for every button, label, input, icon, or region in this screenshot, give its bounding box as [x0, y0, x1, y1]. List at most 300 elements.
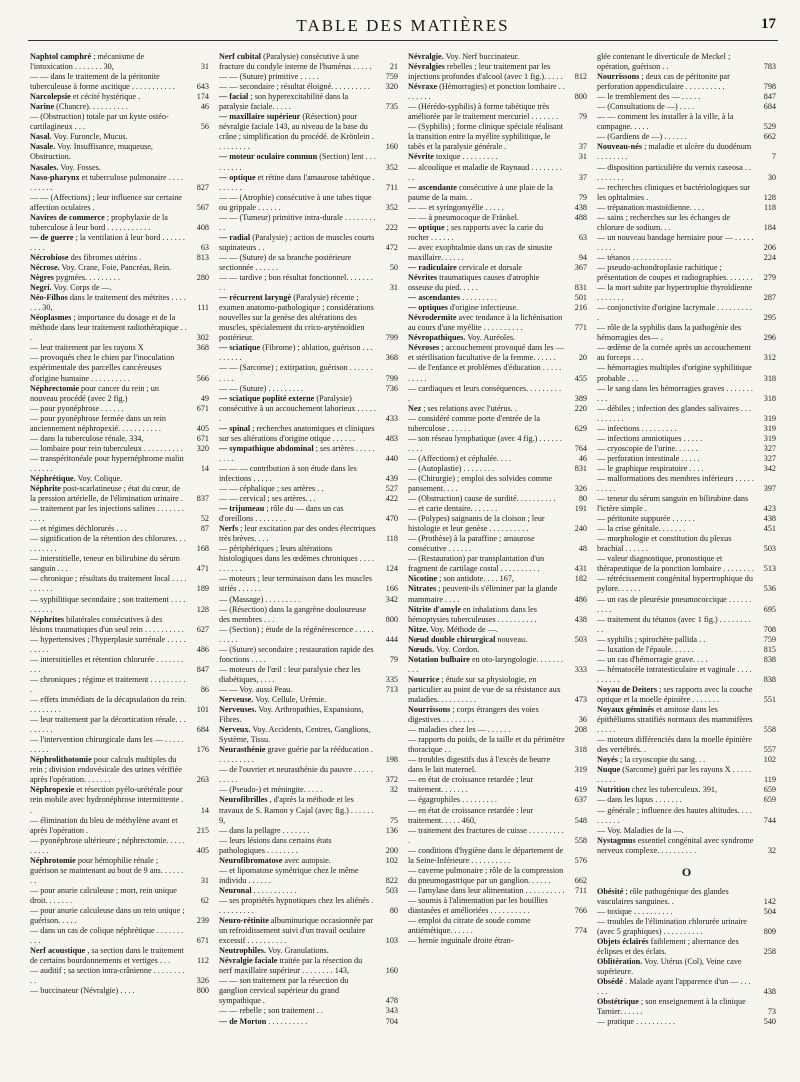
index-entry — [597, 454, 776, 464]
index-entry — [219, 152, 398, 172]
entry-text: , d'après la méthode et les travaux de S. Ramon y Cajal (avec fig.) . . . . . . 9, — [219, 795, 374, 825]
page-ref: 488 — [574, 212, 587, 222]
page-ref: 659 — [763, 785, 776, 795]
index-entry — [219, 574, 398, 594]
entry-text: (Paralysie) consécutive à un accouchement laborieux . . . . . . — [219, 393, 376, 423]
index-entry — [30, 856, 209, 886]
page-ref: 124 — [385, 564, 398, 574]
entry-text: ; recherches anatomiques et cliniques sur ses altérations d'origine otique . . . . . . — [219, 423, 375, 443]
page-ref: 822 — [385, 875, 398, 885]
page-ref: 422 — [385, 494, 398, 504]
index-entry — [30, 966, 209, 986]
entry-text: Voy. Accidents, Centres, Ganglions, Système, Tissu. — [219, 725, 371, 745]
entry-text: — pour anurie calculeuse ; mort, rein unique droit. . . . . . . — [30, 885, 177, 905]
page-ref: 800 — [385, 614, 398, 624]
page-ref: 799 — [385, 373, 398, 383]
entry-text: — disposition particulière du vernix caseosa . . . . . . . . . — [597, 162, 751, 182]
index-entry — [30, 534, 209, 554]
index-entry — [597, 404, 776, 424]
entry-heading: Neurasthénie — [219, 745, 266, 755]
page-ref: 451 — [763, 524, 776, 534]
entry-heading: Néphropexie — [30, 785, 75, 795]
entry-text: ; son enseignement à la clinique Tarnier. . . . . . — [597, 997, 746, 1017]
entry-text: — pour anurie calculeuse dans un rein unique ; guérison. . . . . — [30, 905, 185, 926]
page-ref: 128 — [196, 604, 209, 614]
page-ref: 160 — [385, 142, 398, 152]
page-ref: 112 — [197, 956, 209, 966]
page-ref: 302 — [196, 333, 209, 343]
index-entry — [30, 474, 209, 484]
entry-text: — ses propriétés hypnotiques chez les aliénés . . . . . . . . . . — [219, 895, 374, 915]
entry-text: grave guérie par la rééducation . . . . . . . . . . — [219, 745, 373, 765]
page-ref: 527 — [385, 484, 398, 494]
entry-text: ; ses rapports avec la carie du rocher . . . . . . — [408, 222, 544, 242]
page-ref: 662 — [574, 875, 587, 885]
page-ref: 501 — [574, 293, 587, 303]
page-ref: 478 — [385, 996, 398, 1006]
index-entry — [30, 92, 209, 102]
index-entry — [219, 856, 398, 866]
index-entry — [597, 705, 776, 735]
entry-text: — valeur diagnostique, pronostique et thérapeutique de la ponction lombaire . . . . . . . . — [597, 554, 754, 574]
index-entry — [408, 243, 587, 263]
index-entry — [219, 956, 398, 976]
entry-heading: Névrites — [408, 273, 438, 283]
entry-text: — pour pyonéphrose fermée dans un rein anciennement néphropexié. . . . . . . . . . . — [30, 413, 166, 433]
index-entry — [597, 363, 776, 383]
index-entry — [597, 806, 776, 826]
entry-heading: Nourrissons — [408, 705, 451, 715]
page-ref: 831 — [574, 463, 587, 473]
entry-text: — — céphalique ; ses artères . . — [219, 484, 324, 494]
page-ref: 798 — [763, 82, 776, 92]
entry-text: — (Résection) dans la gangrène douloureuse des membres . . . — [219, 604, 367, 624]
entry-heading: Notation bulbaire — [408, 654, 470, 664]
page-ref: 73 — [767, 1007, 776, 1017]
page-ref: 37 — [578, 142, 587, 152]
page-ref: 483 — [385, 433, 398, 443]
index-entry — [597, 685, 776, 705]
entry-text: d'origine infectieuse. — [449, 303, 519, 313]
entry-text: — infections . . . . . . . . . — [597, 423, 677, 433]
index-entry — [597, 213, 776, 233]
entry-heading: — spinal — [219, 423, 251, 433]
index-entry — [30, 986, 209, 996]
page-header — [28, 14, 778, 41]
entry-text: (Résection) pour névralgie faciale 143, au niveau de la base du crâne ; simplification du procédé. de Krönlein . . . . . . . . . — [219, 112, 374, 152]
page-ref: 184 — [763, 222, 776, 232]
entry-text: — — comment les installer à la ville, à la campagne. . . . . — [597, 112, 734, 132]
entry-heading: Nerveuses. — [219, 705, 257, 715]
index-entry — [30, 504, 209, 524]
page-ref: 815 — [763, 644, 776, 654]
entry-text: ; deux cas de péritonite par perforation appendiculaire . . . . . . . . . . — [597, 72, 730, 92]
entry-heading: — récurrent laryngé — [219, 293, 292, 303]
entry-text: — dans la tuberculose rénale, 334, — [30, 433, 144, 443]
entry-heading: Objets éclairés — [597, 936, 649, 946]
entry-text: . . . . . . . . . . . — [253, 885, 297, 895]
entry-text: — hypertensives ; l'hyperplasie surrénale . . . . . . . . . . — [30, 634, 186, 654]
entry-heading: Narcolepsie — [30, 92, 71, 102]
index-entry — [597, 514, 776, 524]
entry-heading: Neurofibrilles — [219, 795, 268, 805]
page-ref: 326 — [574, 484, 587, 494]
page-ref: 352 — [385, 202, 398, 212]
page-ref: 486 — [574, 594, 587, 604]
page-ref: 438 — [574, 614, 587, 624]
page-ref: 799 — [385, 333, 398, 343]
entry-text: — considéré comme porte d'entrée de la tuberculose . . . . . . — [408, 413, 540, 433]
index-entry — [219, 625, 398, 645]
page-ref: 79 — [578, 192, 587, 202]
entry-text: essentiel congénital avec syndrome nerveux complexe. . . . . . . . . . — [597, 835, 754, 855]
entry-heading: Narine — [30, 102, 55, 112]
index-entry — [408, 605, 587, 625]
entry-text: — troubles de l'élimination chlorurée urinaire (avec 5 graphiques) . . . . . . . . . . — [597, 916, 747, 936]
entry-text: — teneur du sérum sanguin en bilirubine dans l'ictère simple . — [597, 494, 749, 514]
entry-heading: Néphrites — [30, 614, 65, 624]
page-ref: 319 — [574, 765, 587, 775]
entry-text: glée contenant le diverticule de Meckel ; opération, guérison . . — [597, 52, 731, 72]
page-ref: 771 — [574, 323, 587, 333]
index-entry — [219, 112, 398, 152]
entry-text: — (Obstruction) cause de surdité. . . . . . . . . . — [408, 494, 556, 504]
entry-heading: Nègres — [30, 273, 54, 283]
page-ref: 367 — [574, 262, 587, 272]
entry-heading: Nez — [408, 403, 422, 413]
page-ref: 438 — [763, 514, 776, 524]
entry-text: — le graphique respiratoire . . . . — [597, 463, 704, 473]
index-entry — [219, 253, 398, 273]
index-entry — [597, 102, 776, 112]
entry-text: — (Consultations de —) . . . . — [597, 102, 695, 112]
entry-text: ; son hyperexcitabilité dans la paralysie faciale. . . . . — [219, 92, 349, 112]
entry-text: — le tremblement des — . . . . . — [597, 92, 701, 102]
page-ref: 319 — [763, 413, 776, 423]
index-entry — [30, 343, 209, 353]
index-entry — [597, 755, 776, 765]
entry-heading: — sympathique abdominal — [219, 443, 314, 453]
entry-heading: Nécrobiose — [30, 252, 69, 262]
entry-text: Voy. Méthode de —. — [430, 624, 498, 634]
index-entry — [30, 434, 209, 444]
index-entry — [408, 675, 587, 705]
index-entry — [408, 82, 587, 102]
page-ref: 671 — [196, 403, 209, 413]
index-entry — [597, 384, 776, 404]
page-ref: 258 — [763, 947, 776, 957]
entry-text: — infections amniotiques . . . . . — [597, 433, 703, 443]
page-ref: 206 — [763, 242, 776, 252]
entry-heading: Nécrose. — [30, 262, 60, 272]
entry-text: — débiles ; infection des glandes salivaires . . . . . . . . . . — [597, 403, 752, 423]
index-entry — [597, 112, 776, 132]
page-ref: 87 — [200, 524, 209, 534]
index-entry — [219, 384, 398, 394]
entry-text: et tuberculose pulmonaire . . . . . . . . . . — [30, 172, 184, 192]
page-ref: 46 — [200, 102, 209, 112]
entry-text: pour cancer du rein ; un nouveau procédé (avec 2 fig.) — [30, 383, 159, 403]
index-entry — [597, 494, 776, 514]
page-ref: 56 — [200, 122, 209, 132]
index-entry — [408, 574, 587, 584]
page-ref: 37 — [578, 172, 587, 182]
index-entry — [408, 203, 587, 213]
entry-text: — alcoolique et maladie de Raynaud . . . . . . . . . . — [408, 162, 562, 182]
index-entry — [597, 534, 776, 554]
entry-text: — troubles digestifs dus à l'excès de beurre dans le lait maternel. — [408, 755, 551, 775]
index-column-4 — [597, 52, 776, 1072]
index-entry — [30, 946, 209, 966]
entry-text: ; mécanisme de l'intoxication . . . . . . . 30, — [30, 52, 145, 72]
entry-text: — buccinateur (Névralgie) . . . . — [30, 986, 135, 996]
index-entry — [30, 263, 209, 273]
entry-heading: Néphrotomie — [30, 855, 76, 865]
page-ref: 368 — [385, 353, 398, 363]
index-entry — [408, 313, 587, 333]
index-entry — [408, 866, 587, 886]
index-column-1 — [30, 52, 209, 1072]
index-entry — [408, 534, 587, 554]
index-entry — [597, 132, 776, 142]
entry-heading: Nourrice — [408, 674, 440, 684]
index-entry — [408, 795, 587, 805]
page-ref: 551 — [763, 695, 776, 704]
page-ref: 215 — [196, 825, 209, 835]
index-entry — [219, 193, 398, 213]
index-entry — [30, 384, 209, 404]
entry-heading: — trijumeau — [219, 504, 265, 514]
index-entry — [597, 233, 776, 253]
index-entry — [408, 183, 587, 203]
entry-heading: Obstétrique — [597, 997, 639, 1007]
entry-heading: Nerfs — [219, 524, 239, 534]
entry-heading: Neurofibromatose — [219, 855, 283, 865]
index-entry — [219, 494, 398, 504]
page-ref: 49 — [200, 393, 209, 403]
page-ref: 30 — [767, 172, 776, 182]
index-entry — [30, 735, 209, 755]
page-ref: 540 — [763, 1017, 776, 1027]
page-ref: 79 — [578, 112, 587, 122]
entry-text: avec autopsie. — [284, 855, 331, 865]
page-ref: 503 — [763, 544, 776, 554]
entry-text: faiblement ; alternance des éclipses et des éclats. — [597, 936, 739, 957]
index-entry — [408, 826, 587, 846]
page-ref: 423 — [763, 504, 776, 514]
index-entry — [597, 1017, 776, 1027]
entry-text: et amitose dans les épithéliums stratifiés normaux des mammifères . . . . . — [597, 705, 753, 735]
entry-text: post-scarlatineuse ; état du cœur, de la pression artérielle, de l'élimination urinaire . — [30, 484, 183, 504]
index-entry — [597, 434, 776, 444]
page-ref: 671 — [196, 433, 209, 443]
page-ref: 759 — [763, 634, 776, 644]
entry-text: — (Hérédo-syphilis) à forme tabétique très améliorée par le traitement mercuriel . . . . . . . — [408, 102, 559, 122]
index-entry — [219, 595, 398, 605]
page-ref: 473 — [574, 695, 587, 704]
index-entry — [408, 343, 587, 363]
entry-text: — rétrécissement congénital hypertrophique du pylore. . . . . . — [597, 574, 753, 594]
entry-text: Voy. Auréoles. — [467, 333, 516, 343]
entry-text: — œdème de la cornée après un accouchement au forceps . . . — [597, 343, 751, 363]
page-ref: 31 — [389, 283, 398, 293]
page-ref: 431 — [574, 564, 587, 574]
page-ref: 558 — [763, 725, 776, 735]
entry-heading: Nœuds. — [408, 644, 435, 654]
page-ref: 318 — [574, 745, 587, 755]
entry-heading: Néo-Filhos — [30, 293, 68, 303]
page-ref: 627 — [196, 624, 209, 634]
index-entry — [219, 665, 398, 685]
page-ref: 629 — [574, 423, 587, 433]
index-entry — [597, 163, 776, 183]
entry-text: — — (Affections) ; leur influence sur certaine affection oculaires . — [30, 192, 182, 212]
index-entry — [219, 424, 398, 444]
index-entry — [219, 795, 398, 825]
index-entry — [219, 725, 398, 745]
entry-text: — son réseau lymphatique (avec 4 fig.) . . . . . . . . . . — [408, 433, 562, 453]
page-ref: 812 — [574, 72, 587, 82]
page-ref: 31 — [200, 875, 209, 885]
entry-text: . . . . . . . . . . — [268, 1016, 308, 1026]
entry-text: — — (Tumeur) primitive intra-durale . . . . . . . . . . — [219, 212, 376, 232]
entry-heading: Noyaux géminés — [597, 705, 655, 715]
entry-text: — (Autoplastie) . . . . . . . . — [408, 463, 495, 473]
index-entry — [597, 72, 776, 92]
page-ref: 576 — [574, 855, 587, 865]
entry-text: pour hémophilie rénale ; guérison se maintenant au bout de 9 ans. . . . . . . . — [30, 855, 184, 885]
index-entry — [30, 253, 209, 263]
entry-text: Voy. Fosses. — [60, 162, 101, 172]
page-ref: 774 — [574, 926, 587, 936]
entry-heading: Obésité — [597, 886, 624, 896]
page-ref: 827 — [196, 182, 209, 192]
page-ref: 80 — [578, 494, 587, 504]
entry-heading: Néphrolithotomie — [30, 755, 92, 765]
index-entry — [408, 434, 587, 454]
entry-text: — (Prothèse) à la paraffine ; amaurose consécutive . . . . . . — [408, 534, 535, 554]
index-entry — [408, 363, 587, 383]
index-entry — [597, 183, 776, 203]
index-entry — [219, 544, 398, 574]
entry-text: — signification de la rétention des chlorures. . . . . . . . . . — [30, 534, 186, 554]
index-entry — [597, 424, 776, 434]
page-ref: 142 — [763, 896, 776, 906]
page-ref: 174 — [196, 92, 209, 102]
index-entry — [219, 745, 398, 765]
entry-text: — dans un cas de colique néphrétique . . . . . . . . . . — [30, 926, 184, 946]
entry-text: — hémorragies multiples d'origine syphilitique probable . . . — [597, 363, 752, 383]
page-ref: 208 — [574, 725, 587, 735]
index-entry — [219, 444, 398, 464]
entry-text: — l'amylase dans leur alimentation . . . . . . . . . . — [408, 885, 565, 895]
entry-text: ; son antidote. . . . 167, — [439, 574, 514, 584]
entry-text: rebelles ; leur traitement par les injections profondes d'alcool (avec 1 fig.). . . . . — [408, 62, 563, 82]
entry-heading: — radiculaire — [408, 262, 457, 272]
entry-heading: Nerveux. — [219, 725, 251, 735]
page-ref: 111 — [197, 303, 209, 313]
entry-text: — soumis à l'alimentation par les bouillies diastasées et amélioriées . . . . . . . . . . — [408, 895, 548, 915]
entry-text: ; accouchement provoqué dans les — et stérilisation facultative de la femme. . . . . . — [408, 343, 564, 363]
entry-text: — — à pneumocoque de Fränkel. — [408, 212, 519, 222]
entry-text: — pour pyonéphrose . . . . . . — [30, 403, 124, 413]
entry-text: — traitement du tétanos (avec 1 fig.) . . . . . . . . . . — [597, 614, 751, 634]
entry-text: — et régimes déchlorurés . . . — [30, 524, 127, 534]
index-entry — [597, 826, 776, 836]
index-entry — [219, 946, 398, 956]
index-entry — [408, 52, 587, 62]
entry-heading: Nœud double chirurgical — [408, 634, 496, 644]
page-ref: 503 — [574, 634, 587, 644]
entry-text: — moteurs ; leur terminaison dans les muscles striés . . . . . . — [219, 574, 373, 594]
page-ref: 472 — [385, 242, 398, 252]
index-entry — [597, 665, 776, 685]
page-ref: 48 — [578, 544, 587, 554]
page-ref: 14 — [200, 463, 209, 473]
page-ref: 75 — [389, 815, 398, 825]
entry-heading: Naso-pharynx — [30, 172, 80, 182]
index-entry — [30, 72, 209, 92]
index-entry — [408, 454, 587, 464]
index-entry — [597, 323, 776, 343]
entry-text: — dans les lupus . . . . . . . — [597, 795, 682, 805]
entry-text: ; la ventilation à leur bord . . . . . . . . . . — [30, 232, 185, 252]
index-entry — [219, 836, 398, 856]
entry-heading: Néphrétique. — [30, 473, 76, 483]
entry-heading: Obsédé — [597, 977, 623, 987]
index-entry — [30, 554, 209, 574]
index-entry — [30, 655, 209, 675]
index-entry — [219, 213, 398, 233]
entry-text: — la crise génitale. . . . . . . — [597, 524, 686, 534]
index-entry — [30, 293, 209, 313]
page-ref: 831 — [574, 283, 587, 293]
entry-heading: Nourrissons — [597, 72, 640, 82]
page-ref: 838 — [763, 654, 776, 664]
entry-text: — (Section) ; étude de la régénérescence . . . . . . . . . . — [219, 624, 374, 644]
entry-heading: Noyau de Deiters — [597, 684, 658, 694]
entry-heading: — ascendante — [408, 182, 457, 192]
index-entry — [219, 343, 398, 363]
index-entry — [408, 886, 587, 896]
page-ref: 295 — [763, 313, 776, 323]
index-entry — [30, 816, 209, 836]
entry-text: — le sang dans les hémorragies graves . . . . . . . . . . — [597, 383, 753, 403]
page-ref: 191 — [574, 504, 587, 514]
entry-text: — péritonite suppurée . . . . . . — [597, 514, 695, 524]
page-ref: 21 — [389, 62, 398, 72]
page-title: TABLE DES MATIÈRES — [296, 16, 510, 35]
entry-text: — — (Atrophie) consécutive à une tabes tique ou grippale . . . . . . — [219, 192, 372, 212]
entry-text: — — tardive ; bon résultat fonctionnel. . . . . . . . . — [219, 273, 373, 293]
index-entry — [30, 574, 209, 594]
entry-text: — pratique . . . . . . . . . . — [597, 1017, 675, 1027]
entry-text: — hématocèle intratesticulaire et vaginale . . . . . . . . . . — [597, 664, 752, 684]
index-entry — [219, 785, 398, 795]
index-entry — [219, 82, 398, 92]
entry-text: — un nouveau bandage herniaire pour — . . . . . . . . . . — [597, 232, 754, 252]
entry-text: — générale ; influence des hautes altitudes. . . . . . . . . . — [597, 805, 752, 825]
index-entry — [219, 1017, 398, 1027]
index-entry — [219, 765, 398, 785]
index-entry — [30, 926, 209, 946]
index-entry — [408, 494, 587, 504]
index-entry — [597, 615, 776, 635]
page-ref: 513 — [763, 564, 776, 574]
page-ref: 280 — [196, 273, 209, 283]
entry-heading: — maxillaire supérieur — [219, 112, 301, 122]
entry-text: — égagrophiles . . . . . . . . . — [408, 795, 497, 805]
